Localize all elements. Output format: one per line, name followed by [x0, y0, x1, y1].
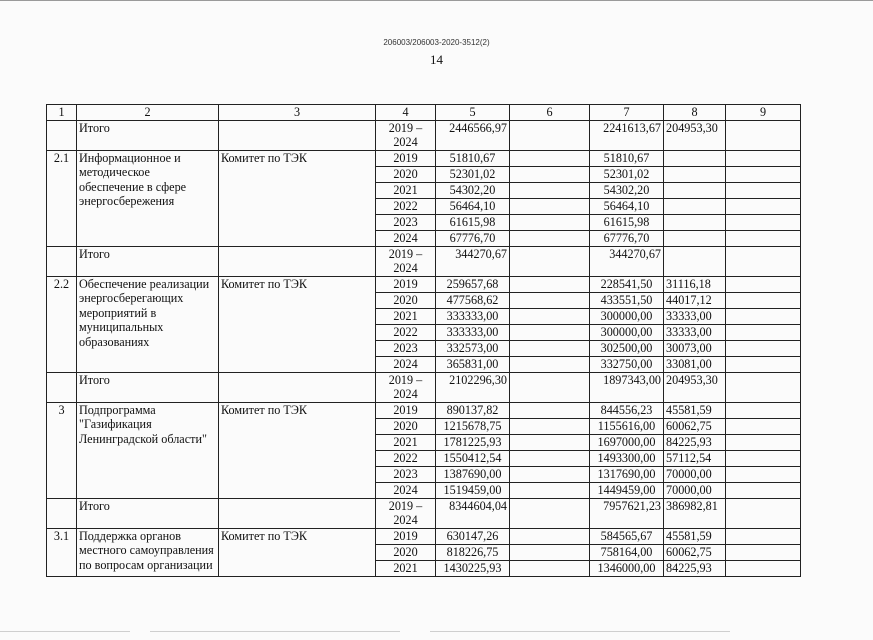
col6-cell: [510, 466, 590, 482]
year-cell: 2023: [376, 466, 436, 482]
item-name: Поддержка органов местного самоуправления по вопросам организации: [77, 528, 219, 576]
local-budget-amount: 33081,00: [664, 356, 726, 372]
total-amount: 630147,26: [436, 528, 510, 544]
header-cell-2: 2: [77, 105, 219, 121]
total-row: [47, 120, 801, 150]
year-cell: 2019: [376, 402, 436, 418]
item-number: 2.2: [47, 276, 77, 372]
col6-cell: [510, 120, 590, 150]
year-cell: 2019: [376, 528, 436, 544]
year-cell: 2020: [376, 418, 436, 434]
header-cell-3: 3: [219, 105, 376, 121]
row-number-cell: [47, 120, 77, 150]
year-cell: 2024: [376, 356, 436, 372]
year-cell: 2022: [376, 450, 436, 466]
year-row: [47, 528, 801, 544]
executor: Комитет по ТЭК: [219, 402, 376, 498]
table-body: [47, 120, 801, 576]
total-amount: 1430225,93: [436, 560, 510, 576]
regional-budget-amount: 54302,20: [590, 182, 664, 198]
year-range-end: 2024: [393, 387, 418, 401]
col6-cell: [510, 292, 590, 308]
header-cell-7: 7: [590, 105, 664, 121]
col6-cell: [510, 528, 590, 544]
col6-cell: [510, 246, 590, 276]
col6-cell: [510, 418, 590, 434]
executor-cell: [219, 372, 376, 402]
total-amount: 259657,68: [436, 276, 510, 292]
local-budget-amount: 31116,18: [664, 276, 726, 292]
regional-budget-amount: 228541,50: [590, 276, 664, 292]
col6-cell: [510, 308, 590, 324]
row-number-cell: [47, 498, 77, 528]
col9-cell: [726, 466, 801, 482]
header-cell-5: 5: [436, 105, 510, 121]
total-amount: 1519459,00: [436, 482, 510, 498]
local-budget-amount: 70000,00: [664, 482, 726, 498]
col6-cell: [510, 402, 590, 418]
total-amount: 1215678,75: [436, 418, 510, 434]
col9-cell: [726, 120, 801, 150]
total-amount: 8344604,04: [436, 498, 510, 528]
col6-cell: [510, 450, 590, 466]
regional-budget-amount: 1346000,00: [590, 560, 664, 576]
col6-cell: [510, 372, 590, 402]
regional-budget-amount: 51810,67: [590, 150, 664, 166]
local-budget-amount: [664, 198, 726, 214]
year-range-start: 2019 –: [388, 498, 423, 513]
regional-budget-amount: 7957621,23: [590, 498, 664, 528]
header-cell-1: 1: [47, 105, 77, 121]
col6-cell: [510, 230, 590, 246]
page-top-edge: [0, 0, 873, 1]
col6-cell: [510, 434, 590, 450]
executor-cell: [219, 120, 376, 150]
header-cell-9: 9: [726, 105, 801, 121]
col9-cell: [726, 356, 801, 372]
scan-artifact-line: [0, 631, 130, 632]
item-name: Информационное и методическое обеспечение в сфере энергосбережения: [77, 150, 219, 246]
col9-cell: [726, 372, 801, 402]
executor: Комитет по ТЭК: [219, 276, 376, 372]
col9-cell: [726, 198, 801, 214]
total-amount: 818226,75: [436, 544, 510, 560]
header-cell-6: 6: [510, 105, 590, 121]
col6-cell: [510, 324, 590, 340]
local-budget-amount: 204953,30: [664, 372, 726, 402]
year-cell: 2019: [376, 150, 436, 166]
total-amount: 67776,70: [436, 230, 510, 246]
col9-cell: [726, 418, 801, 434]
year-row: [47, 402, 801, 418]
col6-cell: [510, 544, 590, 560]
regional-budget-amount: 61615,98: [590, 214, 664, 230]
year-row: [47, 150, 801, 166]
col9-cell: [726, 276, 801, 292]
local-budget-amount: 44017,12: [664, 292, 726, 308]
regional-budget-amount: 2241613,67: [590, 120, 664, 150]
total-label: Итого: [77, 498, 219, 528]
regional-budget-amount: 67776,70: [590, 230, 664, 246]
col9-cell: [726, 246, 801, 276]
scan-artifact-line: [150, 631, 400, 632]
total-amount: 2102296,30: [436, 372, 510, 402]
total-amount: 1387690,00: [436, 466, 510, 482]
year-cell: 2022: [376, 198, 436, 214]
year-range-end: 2024: [393, 513, 418, 527]
total-amount: 365831,00: [436, 356, 510, 372]
local-budget-amount: [664, 182, 726, 198]
regional-budget-amount: 758164,00: [590, 544, 664, 560]
regional-budget-amount: 344270,67: [590, 246, 664, 276]
local-budget-amount: 33333,00: [664, 308, 726, 324]
col9-cell: [726, 214, 801, 230]
total-amount: 333333,00: [436, 324, 510, 340]
year-cell: 2022: [376, 324, 436, 340]
col9-cell: [726, 498, 801, 528]
row-number-cell: [47, 246, 77, 276]
executor-cell: [219, 246, 376, 276]
col9-cell: [726, 150, 801, 166]
regional-budget-amount: 1897343,00: [590, 372, 664, 402]
total-amount: 2446566,97: [436, 120, 510, 150]
local-budget-amount: 84225,93: [664, 434, 726, 450]
col6-cell: [510, 198, 590, 214]
col9-cell: [726, 434, 801, 450]
local-budget-amount: 204953,30: [664, 120, 726, 150]
total-label: Итого: [77, 372, 219, 402]
year-range-start: 2019 –: [388, 246, 423, 261]
local-budget-amount: [664, 150, 726, 166]
col9-cell: [726, 528, 801, 544]
col9-cell: [726, 230, 801, 246]
year-row: [47, 276, 801, 292]
total-row: [47, 498, 801, 528]
year-range-end: 2024: [393, 261, 418, 275]
item-name: Обеспечение реализации энергосберегающих мероприятий в муниципальных образованиях: [77, 276, 219, 372]
item-name: Подпрограмма "Газификация Ленинградской области": [77, 402, 219, 498]
col9-cell: [726, 308, 801, 324]
col6-cell: [510, 276, 590, 292]
total-amount: 51810,67: [436, 150, 510, 166]
scan-artifact-line: [430, 631, 730, 632]
col6-cell: [510, 482, 590, 498]
total-amount: 332573,00: [436, 340, 510, 356]
year-range-cell: [376, 120, 436, 150]
regional-budget-amount: 844556,23: [590, 402, 664, 418]
year-cell: 2021: [376, 308, 436, 324]
regional-budget-amount: 300000,00: [590, 308, 664, 324]
total-amount: 54302,20: [436, 182, 510, 198]
executor: Комитет по ТЭК: [219, 150, 376, 246]
total-amount: 52301,02: [436, 166, 510, 182]
year-cell: 2021: [376, 182, 436, 198]
local-budget-amount: 84225,93: [664, 560, 726, 576]
regional-budget-amount: 332750,00: [590, 356, 664, 372]
year-cell: 2019: [376, 276, 436, 292]
total-amount: 1550412,54: [436, 450, 510, 466]
col9-cell: [726, 340, 801, 356]
col6-cell: [510, 340, 590, 356]
year-cell: 2020: [376, 166, 436, 182]
total-label: Итого: [77, 120, 219, 150]
col6-cell: [510, 356, 590, 372]
local-budget-amount: 70000,00: [664, 466, 726, 482]
col6-cell: [510, 498, 590, 528]
year-range-cell: [376, 372, 436, 402]
budget-table: [46, 104, 801, 577]
col9-cell: [726, 560, 801, 576]
regional-budget-amount: 1449459,00: [590, 482, 664, 498]
total-row: [47, 372, 801, 402]
col6-cell: [510, 214, 590, 230]
table-header: [47, 105, 801, 121]
table-header-row: [47, 105, 801, 121]
regional-budget-amount: 302500,00: [590, 340, 664, 356]
total-amount: 890137,82: [436, 402, 510, 418]
item-number: 3.1: [47, 528, 77, 576]
total-amount: 477568,62: [436, 292, 510, 308]
col6-cell: [510, 560, 590, 576]
year-range-cell: [376, 498, 436, 528]
col9-cell: [726, 166, 801, 182]
local-budget-amount: [664, 230, 726, 246]
header-cell-8: 8: [664, 105, 726, 121]
year-range-end: 2024: [393, 135, 418, 149]
local-budget-amount: 60062,75: [664, 544, 726, 560]
local-budget-amount: 30073,00: [664, 340, 726, 356]
regional-budget-amount: 584565,67: [590, 528, 664, 544]
regional-budget-amount: 1493300,00: [590, 450, 664, 466]
local-budget-amount: [664, 214, 726, 230]
item-number: 2.1: [47, 150, 77, 246]
col9-cell: [726, 544, 801, 560]
local-budget-amount: [664, 246, 726, 276]
item-number: 3: [47, 402, 77, 498]
page-number: 14: [430, 52, 443, 67]
local-budget-amount: 57112,54: [664, 450, 726, 466]
regional-budget-amount: 52301,02: [590, 166, 664, 182]
col9-cell: [726, 292, 801, 308]
total-amount: 56464,10: [436, 198, 510, 214]
regional-budget-amount: 300000,00: [590, 324, 664, 340]
year-cell: 2020: [376, 544, 436, 560]
year-range-start: 2019 –: [388, 372, 423, 387]
total-amount: 1781225,93: [436, 434, 510, 450]
year-cell: 2020: [376, 292, 436, 308]
total-amount: 344270,67: [436, 246, 510, 276]
local-budget-amount: 33333,00: [664, 324, 726, 340]
year-cell: 2023: [376, 340, 436, 356]
year-cell: 2021: [376, 560, 436, 576]
total-row: [47, 246, 801, 276]
year-cell: 2024: [376, 230, 436, 246]
year-cell: 2024: [376, 482, 436, 498]
local-budget-amount: 60062,75: [664, 418, 726, 434]
year-cell: 2021: [376, 434, 436, 450]
regional-budget-amount: 1317690,00: [590, 466, 664, 482]
row-number-cell: [47, 372, 77, 402]
document-number: 206003/206003-2020-3512(2): [383, 38, 490, 47]
total-amount: 61615,98: [436, 214, 510, 230]
col9-cell: [726, 450, 801, 466]
col6-cell: [510, 182, 590, 198]
local-budget-amount: [664, 166, 726, 182]
col9-cell: [726, 482, 801, 498]
local-budget-amount: 45581,59: [664, 402, 726, 418]
local-budget-amount: 386982,81: [664, 498, 726, 528]
col9-cell: [726, 402, 801, 418]
year-range-start: 2019 –: [388, 120, 423, 135]
regional-budget-amount: 1155616,00: [590, 418, 664, 434]
header-cell-4: 4: [376, 105, 436, 121]
regional-budget-amount: 1697000,00: [590, 434, 664, 450]
col9-cell: [726, 182, 801, 198]
regional-budget-amount: 433551,50: [590, 292, 664, 308]
regional-budget-amount: 56464,10: [590, 198, 664, 214]
total-amount: 333333,00: [436, 308, 510, 324]
col9-cell: [726, 324, 801, 340]
year-cell: 2023: [376, 214, 436, 230]
executor: Комитет по ТЭК: [219, 528, 376, 576]
executor-cell: [219, 498, 376, 528]
total-label: Итого: [77, 246, 219, 276]
col6-cell: [510, 166, 590, 182]
local-budget-amount: 45581,59: [664, 528, 726, 544]
year-range-cell: [376, 246, 436, 276]
col6-cell: [510, 150, 590, 166]
